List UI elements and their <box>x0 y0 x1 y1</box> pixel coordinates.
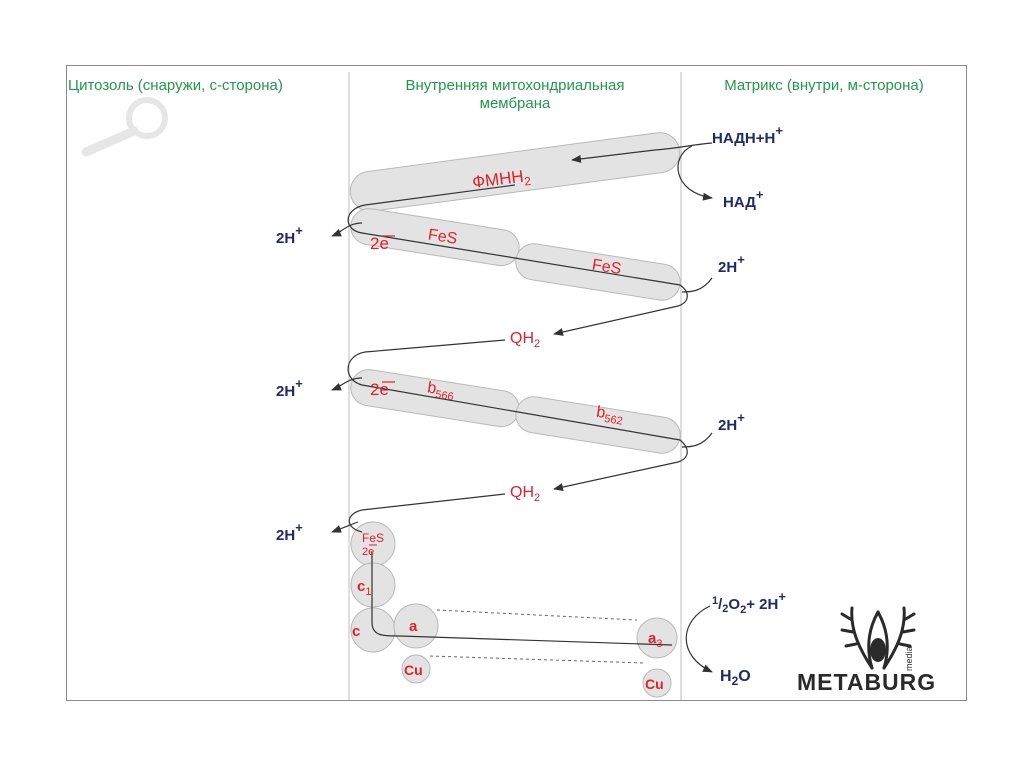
header-cytosol: Цитозоль (снаружи, с-сторона) <box>68 77 283 94</box>
fes-label-3: FeS <box>362 531 385 545</box>
header-membrane-line1: Внутренняя митохондриальная <box>405 77 625 94</box>
qh2-label-2: $QH_2$ <box>510 484 541 504</box>
dashed-link-top <box>437 610 637 620</box>
b562-label: $b_{562}$ <box>595 403 624 428</box>
h-uptake-2-line <box>682 433 712 447</box>
h2o-label: $H_2O$ <box>720 668 751 688</box>
half-o2-label: $^1/_2O_2+ 2H+$ <box>712 589 786 616</box>
fmnh2-label: $ФМНН_2$ <box>471 166 532 192</box>
two-e-label-2: 2e <box>370 380 389 399</box>
h-release-label-3: 2H+ <box>276 520 303 544</box>
dashed-link-bottom <box>430 656 644 663</box>
fes-label-1: FeS <box>426 226 459 248</box>
a3-label: $a_3$ <box>648 630 663 650</box>
h-release-label-1: 2H+ <box>276 223 303 247</box>
a-label: a <box>409 618 418 635</box>
nad-arrow <box>678 146 712 198</box>
logo-brand-text: METABURG <box>797 669 937 695</box>
cu-a-label: Cu <box>404 662 423 678</box>
cu-b-label: Cu <box>645 676 664 692</box>
h-uptake-1-line <box>682 278 712 292</box>
h-release-3-arrow <box>332 522 358 532</box>
b566-label: $b_{566}$ <box>426 379 455 404</box>
qh2-label-1: $QH_2$ <box>510 330 541 350</box>
header-membrane-line2: мембрана <box>479 95 551 112</box>
metaburg-logo <box>797 608 936 695</box>
fes-label-2: FeS <box>590 256 623 278</box>
nad-label: НАД+ <box>723 187 764 211</box>
c1-label: $c_1$ <box>357 578 372 598</box>
header-matrix: Матрикс (внутри, м-сторона) <box>724 77 924 94</box>
c-label: c <box>352 623 361 640</box>
two-e-label-3: 2e <box>362 546 375 558</box>
h-uptake-label-2: 2H+ <box>718 410 745 434</box>
two-e-label-1: 2e <box>370 234 389 253</box>
o2-to-h2o-arrow <box>686 606 712 672</box>
h-release-label-2: 2H+ <box>276 376 303 400</box>
nadh-label: НАДН+Н+ <box>712 123 783 147</box>
h-uptake-label-1: 2H+ <box>718 252 745 276</box>
logo-media-text: media <box>904 646 914 671</box>
magnifier-icon <box>86 100 165 152</box>
